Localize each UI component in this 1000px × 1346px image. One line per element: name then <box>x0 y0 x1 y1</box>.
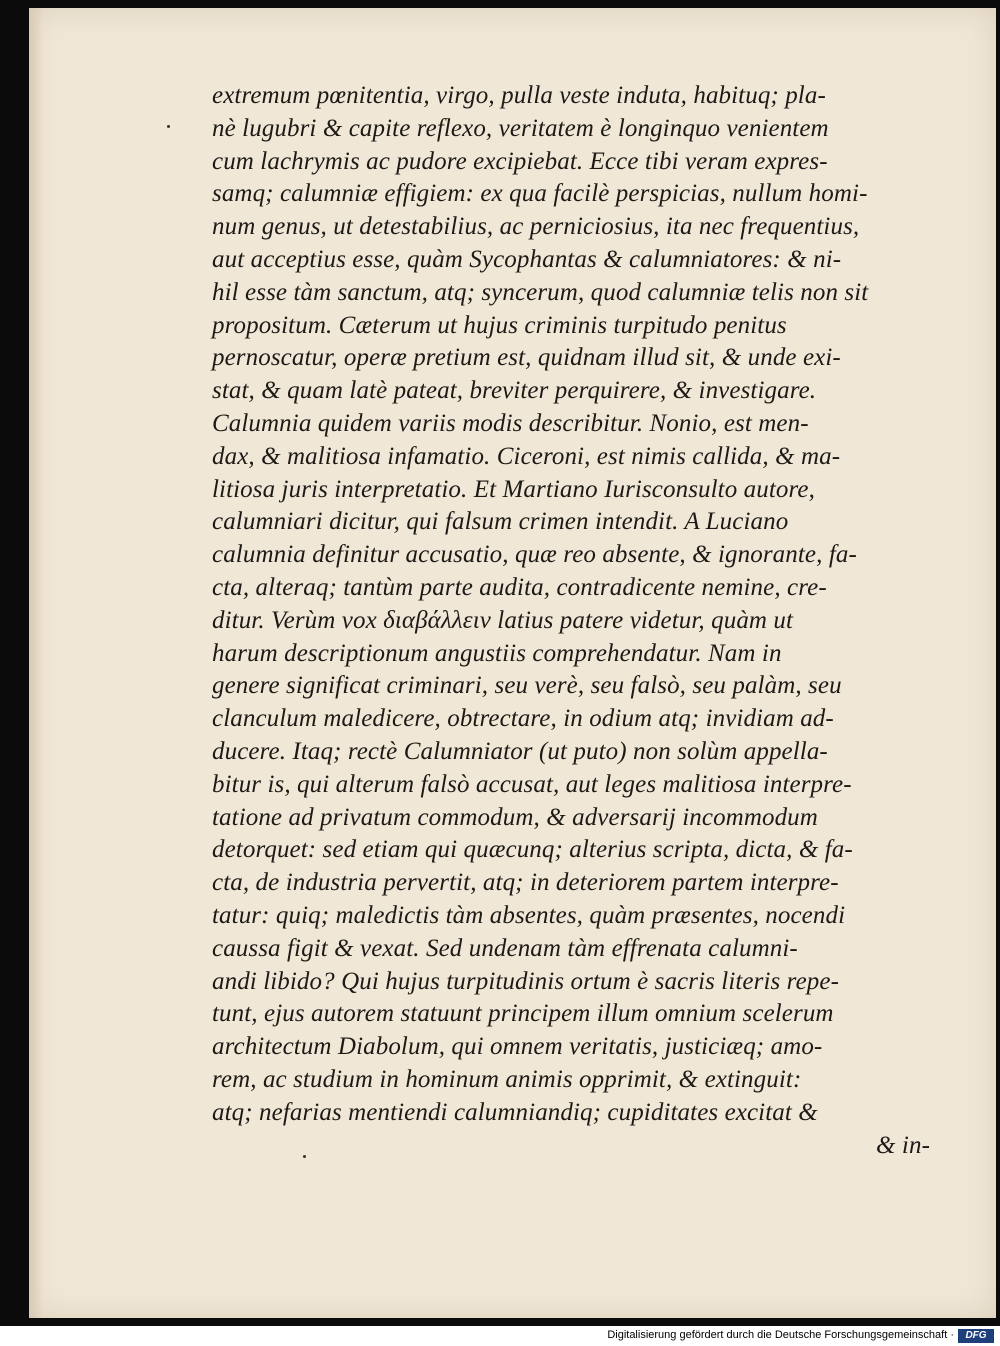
text-line: architectum Diabolum, qui omnem veritatis, justiciæq; amo- <box>212 1033 823 1061</box>
text-line: atq; nefarias mentiendi calumniandiq; cupiditates excitat & <box>212 1098 818 1126</box>
text-line: caussa figit & vexat. Sed undenam tàm effrenata calumni- <box>212 934 798 962</box>
text-line: Calumnia quidem variis modis describitur. Nonio, est men- <box>212 409 809 437</box>
text-line: num genus, ut detestabilius, ac perniciosius, ita nec frequentius, <box>212 213 860 241</box>
text-line: bitur is, qui alterum falsò accusat, aut leges malitiosa interpre- <box>212 770 852 798</box>
text-line: harum descriptionum angustiis comprehendatur. Nam in <box>212 639 782 667</box>
text-line: tatione ad privatum commodum, & adversarij incommodum <box>212 803 818 831</box>
text-line: calumnia definitur accusatio, quæ reo absente, & ignorante, fa- <box>212 541 857 569</box>
ink-speck <box>167 125 170 128</box>
text-line: genere significat criminari, seu verè, seu falsò, seu palàm, seu <box>212 672 842 700</box>
text-line: ducere. Itaq; rectè Calumniator (ut puto) non solùm appella- <box>212 737 828 765</box>
text-line: cta, de industria pervertit, atq; in deteriorem partem interpre- <box>212 869 839 897</box>
text-line: andi libido? Qui hujus turpitudinis ortum è sacris literis repe- <box>212 967 840 995</box>
text-line: cum lachrymis ac pudore excipiebat. Ecce tibi veram expres- <box>212 147 828 175</box>
funding-notice: Digitalisierung gefördert durch die Deutsche Forschungsgemeinschaft · <box>607 1329 954 1341</box>
dfg-logo: DFG <box>958 1329 994 1343</box>
text-line: pernoscatur, operæ pretium est, quidnam illud sit, & unde exi- <box>212 344 841 372</box>
page-gutter-shadow <box>29 8 43 1318</box>
text-line: samq; calumniæ effigiem: ex qua facilè perspicias, nullum homi- <box>212 180 868 208</box>
catchword: & in- <box>876 1131 930 1159</box>
text-line: dax, & malitiosa infamatio. Ciceroni, est nimis callida, & ma- <box>212 442 841 470</box>
text-line: tunt, ejus autorem statuunt principem illum omnium scelerum <box>212 1000 834 1028</box>
text-line: litiosa juris interpretatio. Et Martiano Iurisconsulto autore, <box>212 475 815 503</box>
text-line: hil esse tàm sanctum, atq; syncerum, quod calumniæ telis non sit <box>212 278 869 306</box>
text-line: nè lugubri & capite reflexo, veritatem è longinquo venientem <box>212 114 829 142</box>
footer-bar <box>0 1326 1000 1346</box>
text-line: propositum. Cæterum ut hujus criminis turpitudo penitus <box>212 311 787 339</box>
text-line: extremum pœnitentia, virgo, pulla veste induta, habituq; pla- <box>212 82 826 109</box>
text-line: detorquet: sed etiam qui quæcunq; alterius scripta, dicta, & fa- <box>212 836 853 864</box>
text-block <box>212 80 930 1162</box>
text-line: aut acceptius esse, quàm Sycophantas & calumniatores: & ni- <box>212 245 842 273</box>
text-line: clanculum maledicere, obtrectare, in odium atq; invidiam ad- <box>212 705 834 733</box>
text-line: cta, alteraq; tantùm parte audita, contradicente nemine, cre- <box>212 573 827 601</box>
text-line: rem, ac studium in hominum animis opprimit, & extinguit: <box>212 1065 802 1093</box>
text-line: calumniari dicitur, qui falsum crimen intendit. A Luciano <box>212 508 789 536</box>
text-line: ditur. Verùm vox διαβάλλειν latius patere videtur, quàm ut <box>212 606 794 634</box>
text-line: stat, & quam latè pateat, breviter perquirere, & investigare. <box>212 377 817 405</box>
text-line: tatur: quiq; maledictis tàm absentes, quàm præsentes, nocendi <box>212 901 846 929</box>
